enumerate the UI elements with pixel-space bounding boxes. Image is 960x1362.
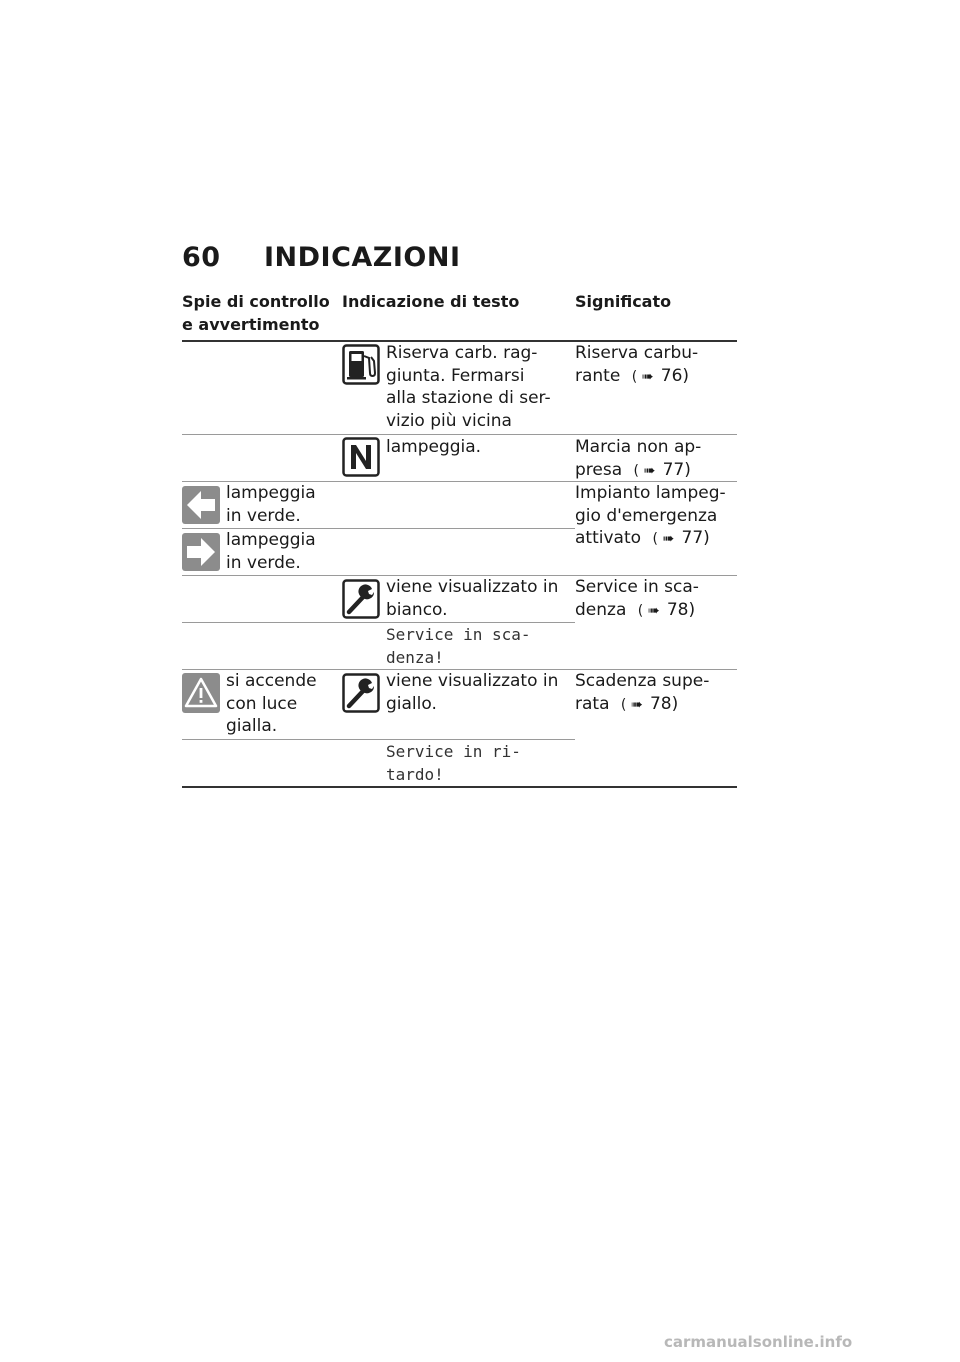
page-reference-arrow-icon: ( ➠ [633, 462, 656, 479]
hazard-meaning: Impianto lampeg- gio d'emergenza attivato ( ➠ 77) [575, 483, 726, 548]
service-overdue-warning-text: si accende con luce gialla. [226, 671, 317, 736]
neutral-gear-icon [342, 437, 380, 481]
page-number: 60 [182, 242, 221, 273]
page-reference-arrow-icon: ( ➠ [620, 696, 643, 713]
page-reference-link[interactable]: 78) [649, 693, 679, 714]
fuel-reserve-text: Riserva carb. rag- giunta. Fermarsi alla stazione di ser- vizio più vicina [386, 343, 551, 431]
page-title: INDICAZIONI [264, 242, 461, 273]
hazard-right-text: lampeggia in verde. [226, 530, 316, 573]
neutral-text: lampeggia. [386, 437, 482, 457]
table-bottom-rule [182, 786, 737, 788]
fuel-reserve-meaning: Riserva carbu- rante ( ➠ 76) [575, 343, 699, 386]
column-header-warning-lights: Spie di controllo e avvertimento [182, 292, 330, 334]
service-due-display: Service in sca- denza! [386, 625, 531, 667]
service-overdue-text: viene visualizzato in giallo. [386, 671, 559, 714]
hazard-left-text: lampeggia in verde. [226, 483, 316, 526]
column-header-meaning: Significato [575, 292, 672, 311]
page-reference-link[interactable]: 76) [660, 365, 690, 386]
wrench-icon [342, 673, 380, 717]
page-header [182, 242, 461, 273]
neutral-meaning: Marcia non ap- presa ( ➠ 77) [575, 437, 702, 480]
column-header-text-display: Indicazione di testo [342, 292, 520, 311]
warning-triangle-icon [182, 673, 220, 717]
page-reference-link[interactable]: 78) [666, 599, 696, 620]
page-reference-link[interactable]: 77) [681, 528, 710, 548]
page-reference-arrow-icon: ( ➠ [637, 602, 660, 619]
page-reference-arrow-icon: ( ➠ [631, 368, 654, 385]
page-reference-link[interactable]: 77) [662, 459, 691, 480]
fuel-pump-icon [342, 344, 380, 389]
service-due-text: viene visualizzato in bianco. [386, 577, 559, 620]
turn-right-arrow-icon [182, 533, 220, 575]
row-divider [182, 434, 737, 435]
wrench-icon [342, 579, 380, 623]
watermark: carmanualsonline.info [664, 1333, 853, 1351]
service-due-meaning: Service in sca- denza ( ➠ 78) [575, 577, 699, 620]
page-reference-arrow-icon: ( ➠ [652, 531, 675, 547]
turn-left-arrow-icon [182, 486, 220, 528]
service-overdue-display: Service in ri- tardo! [386, 742, 521, 784]
service-overdue-meaning: Scadenza supe- rata ( ➠ 78) [575, 671, 710, 714]
